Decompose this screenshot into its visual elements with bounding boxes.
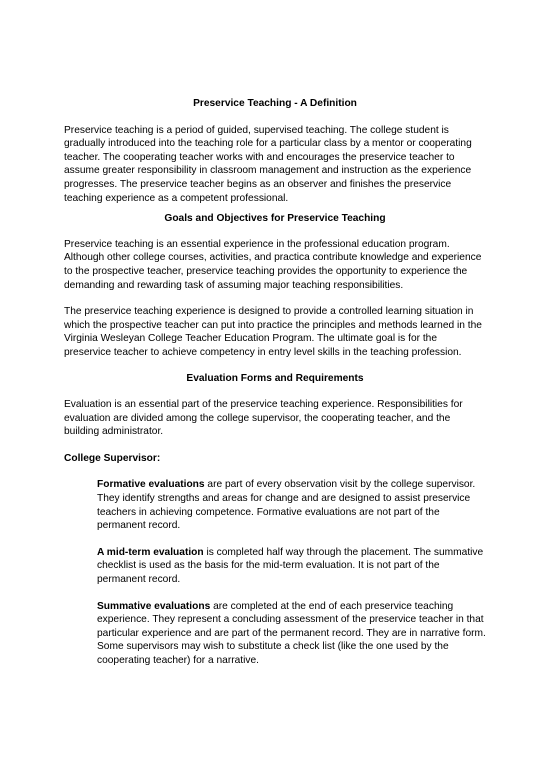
evaluation-heading: Evaluation Forms and Requirements (186, 372, 364, 384)
document-page (64, 97, 486, 681)
goals-heading: Goals and Objectives for Preservice Teaching (164, 213, 386, 225)
definition-paragraph: Preservice teaching is a period of guided, supervised teaching. The college student is gradually introduced into the teaching role for a particular class by a mentor or cooperating teacher. The cooperating teacher works with and encourages the preservice teacher to assume greater responsibility in classroom management and instruction as the experience progresses. The preservice teacher begins as an observer and finishes the preservice teaching experience as a competent professional. (64, 124, 472, 204)
college-supervisor-heading: College Supervisor: (64, 452, 161, 464)
item-text: are part of every observation visit by the college supervisor. They identify strengths and areas for change and are designed to assist preservice teachers in achieving competence. Formative evaluations are not part of the permanent record. (97, 479, 476, 532)
item-text: are completed at the end of each preservice teaching experience. They represent a concluding assessment of the preservice teacher in that particular experience and are part of the permanent record. They are in narrative form. Some supervisors may wish to substitute a check list (like the one used by the cooperating teacher) for a narrative. (97, 600, 486, 666)
definition-heading: Preservice Teaching - A Definition (193, 98, 357, 109)
item-text: is completed half way through the placement. The summative checklist is used as the basis for the mid-term evaluation. It is not part of the permanent record. (97, 546, 484, 586)
summative-evaluations-item (97, 600, 486, 668)
formative-evaluations-item (97, 478, 486, 532)
item-term: A mid-term evaluation (97, 546, 204, 558)
item-term: Formative evaluations (97, 479, 205, 491)
evaluation-paragraph: Evaluation is an essential part of the preservice teaching experience. Responsibilities for evaluation are divided among the college supervisor, the cooperating teacher, and the building administrator. (64, 399, 463, 438)
evaluation-items (64, 478, 486, 667)
goals-paragraph-1: Preservice teaching is an essential experience in the professional education program. Although other college courses, activities, and practica contribute knowledge and experience to the prospective teacher, preservice teaching provides the opportunity to experience the demanding and rewarding task of assuming major teaching responsibilities. (64, 238, 482, 291)
mid-term-evaluation-item (97, 546, 486, 587)
goals-paragraph-2: The preservice teaching experience is designed to provide a controlled learning situation in which the prospective teacher can put into practice the principles and methods learned in the Virginia Wesleyan College Teacher Education Program. The ultimate goal is for the preservice teacher to achieve competency in entry level skills in the teaching profession. (64, 306, 482, 358)
item-term: Summative evaluations (97, 600, 211, 612)
